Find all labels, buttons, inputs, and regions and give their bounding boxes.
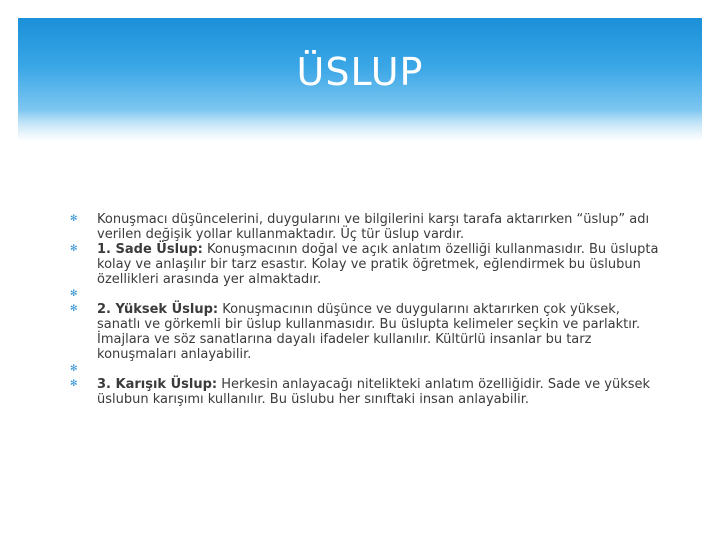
asterisk-bullet-icon: ✻ bbox=[70, 289, 78, 299]
slide-title: ÜSLUP bbox=[296, 50, 424, 94]
asterisk-bullet-icon: ✻ bbox=[70, 244, 78, 254]
bullet-list bbox=[70, 212, 660, 407]
list-item bbox=[70, 377, 660, 407]
list-item bbox=[70, 287, 660, 302]
item-lead: 3. Karışık Üslup: bbox=[97, 377, 218, 392]
item-lead: 2. Yüksek Üslup: bbox=[97, 302, 219, 317]
asterisk-bullet-icon: ✻ bbox=[70, 379, 78, 389]
item-text: Konuşmacı düşüncelerini, duygularını ve bilgilerini karşı tarafa aktarırken “üslup” adı verilen değişik yollar kullanmaktadır. Üç tür üslup vardır. bbox=[97, 212, 650, 242]
item-text: Konuşmacının düşünce ve duygularını aktarırken çok yüksek, sanatlı ve görkemli bir üslup kullanmasıdır. Bu üslupta kelimeler seçkin ve parlaktır. İmajlara ve söz sanatlarına dayalı ifadeler kullanılır. Kültürlü insanlar bu tarz konuşmaları anlayabilir. bbox=[97, 302, 641, 362]
list-item bbox=[70, 242, 660, 287]
asterisk-bullet-icon: ✻ bbox=[70, 364, 78, 374]
list-item bbox=[70, 212, 660, 242]
asterisk-bullet-icon: ✻ bbox=[70, 214, 78, 224]
list-item bbox=[70, 362, 660, 377]
asterisk-bullet-icon: ✻ bbox=[70, 304, 78, 314]
item-text: Herkesin anlayacağı nitelikteki anlatım özelliğidir. Sade ve yüksek üslubun karışımı kullanılır. Bu üslubu her sınıftaki insan anlayabilir. bbox=[97, 377, 651, 407]
item-lead: 1. Sade Üslup: bbox=[97, 242, 203, 257]
item-text: Konuşmacının doğal ve açık anlatım özelliği kullanmasıdır. Bu üslupta kolay ve anlaşılır bir tarz esastır. Kolay ve pratik öğretmek, eğlendirmek bu üslubun özellikleri arasında yer almaktadır. bbox=[97, 242, 659, 287]
list-item bbox=[70, 302, 660, 362]
